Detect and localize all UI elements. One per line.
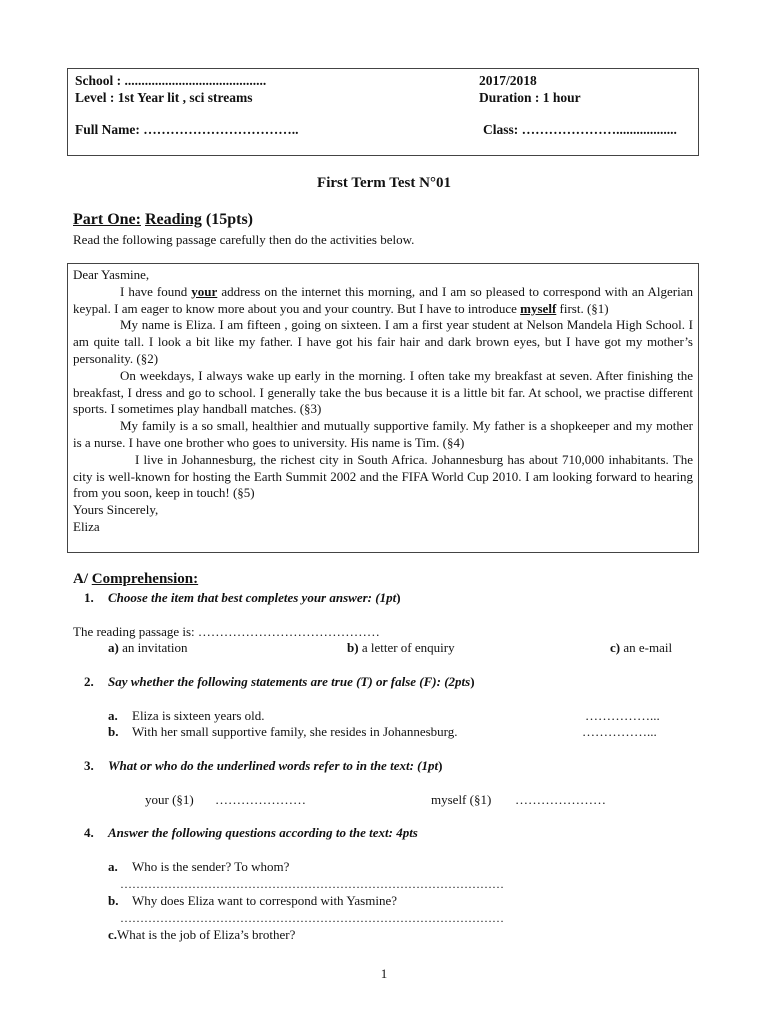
q3-blank-myself[interactable]: ………………… xyxy=(515,792,606,807)
page-number: 1 xyxy=(380,966,388,981)
q2-item-a: a. Eliza is sixteen years old. xyxy=(108,708,265,723)
full-name-field: Full Name: …………………………….. xyxy=(75,122,299,137)
letter-closing: Yours Sincerely, xyxy=(73,502,159,518)
underlined-word-your: your xyxy=(191,283,218,299)
q2-item-b: b. With her small supportive family, she resides in Johannesburg. xyxy=(108,724,458,739)
header-box xyxy=(67,68,699,156)
class-field: Class: ………………….................. xyxy=(483,122,677,137)
question-4: 4. Answer the following questions according to the text: 4pts xyxy=(84,825,418,840)
reading-passage xyxy=(67,263,699,553)
part-one-heading xyxy=(73,211,253,229)
school-field: School : .......................................... xyxy=(75,73,267,88)
underlined-word-myself: myself xyxy=(520,300,557,316)
reading-instruction: Read the following passage carefully then do the activities below. xyxy=(73,232,415,247)
q1-stem: The reading passage is: …………………………………… xyxy=(73,624,380,639)
question-2: 2. Say whether the following statements are true (T) or false (F): (2pts) xyxy=(84,674,475,689)
reading-label: Reading xyxy=(144,211,202,228)
duration-field: Duration : 1 hour xyxy=(479,90,581,105)
question-1: 1. Choose the item that best completes your answer: (1pt) xyxy=(84,590,401,605)
q3-blank-your[interactable]: ………………… xyxy=(215,792,306,807)
question-3: 3. What or who do the underlined words refer to in the text: (1pt) xyxy=(84,758,443,773)
paragraph-2: My name is Eliza. I am fifteen , going on sixteen. I am a first year student at Nelson Mandela High School. I am quite tall. I look a bit like my father. I have got his fair hair and dark brown eyes, but I have got my mother’s personality. (§2) xyxy=(73,317,693,366)
school-year: 2017/2018 xyxy=(479,73,537,88)
q4-answer-line-a[interactable]: …………………………………………………………………………………… xyxy=(120,877,504,891)
paragraph-3: On weekdays, I always wake up early in the morning. I often take my breakfast at seven. After finishing the breakfast, I dress and go to school. I generally take the bus because it is a little bit far. At school, we practise different sports. I sometimes play handball matches. (§3) xyxy=(73,367,693,417)
paragraph-5: I live in Johannesburg, the richest city in South Africa. Johannesburg has about 710,000 inhabitants. The city is well-known for hosting the Earth Summit 2002 and the FIFA World Cup 2010. I am looking forward to hearing from you soon, keep in touch! (§5) xyxy=(73,451,693,501)
paragraph-1: I have found your address on the internet this morning, and I am so pleased to correspond with an Algerian keypal. I am eager to know more about you and your country. But I have to introduce myself first. (§1) xyxy=(73,283,693,316)
part-one-label: Part One: xyxy=(73,211,141,228)
q1-option-b: b) a letter of enquiry xyxy=(347,640,455,655)
test-title: First Term Test N°01 xyxy=(317,175,451,191)
q4-answer-line-b[interactable]: …………………………………………………………………………………… xyxy=(120,911,504,925)
letter-greeting: Dear Yasmine, xyxy=(73,267,150,282)
comprehension-heading: A/ Comprehension: xyxy=(73,571,199,587)
q4-item-c: c.What is the job of Eliza’s brother? xyxy=(108,927,296,942)
reading-points: (15pts) xyxy=(205,211,253,228)
q1-option-c: c) an e-mail xyxy=(610,640,673,655)
paragraph-4: My family is a so small, healthier and mutually supportive family. My father is a shopkeeper and my mother is a nurse. I have one brother who goes to university. His name is Tim. (§4) xyxy=(73,418,693,450)
q3-item-myself: myself (§1) xyxy=(431,792,492,807)
q4-item-a: a. Who is the sender? To whom? xyxy=(108,859,290,874)
q3-item-your: your (§1) xyxy=(145,792,194,807)
q4-item-b: b. Why does Eliza want to correspond with Yasmine? xyxy=(108,893,398,908)
q2-blank-a[interactable]: ……………... xyxy=(585,708,660,723)
q2-blank-b[interactable]: ……………... xyxy=(582,724,657,739)
level-field: Level : 1st Year lit , sci streams xyxy=(75,90,253,105)
letter-signature: Eliza xyxy=(73,518,100,534)
q1-option-a: a) an invitation xyxy=(108,640,188,655)
